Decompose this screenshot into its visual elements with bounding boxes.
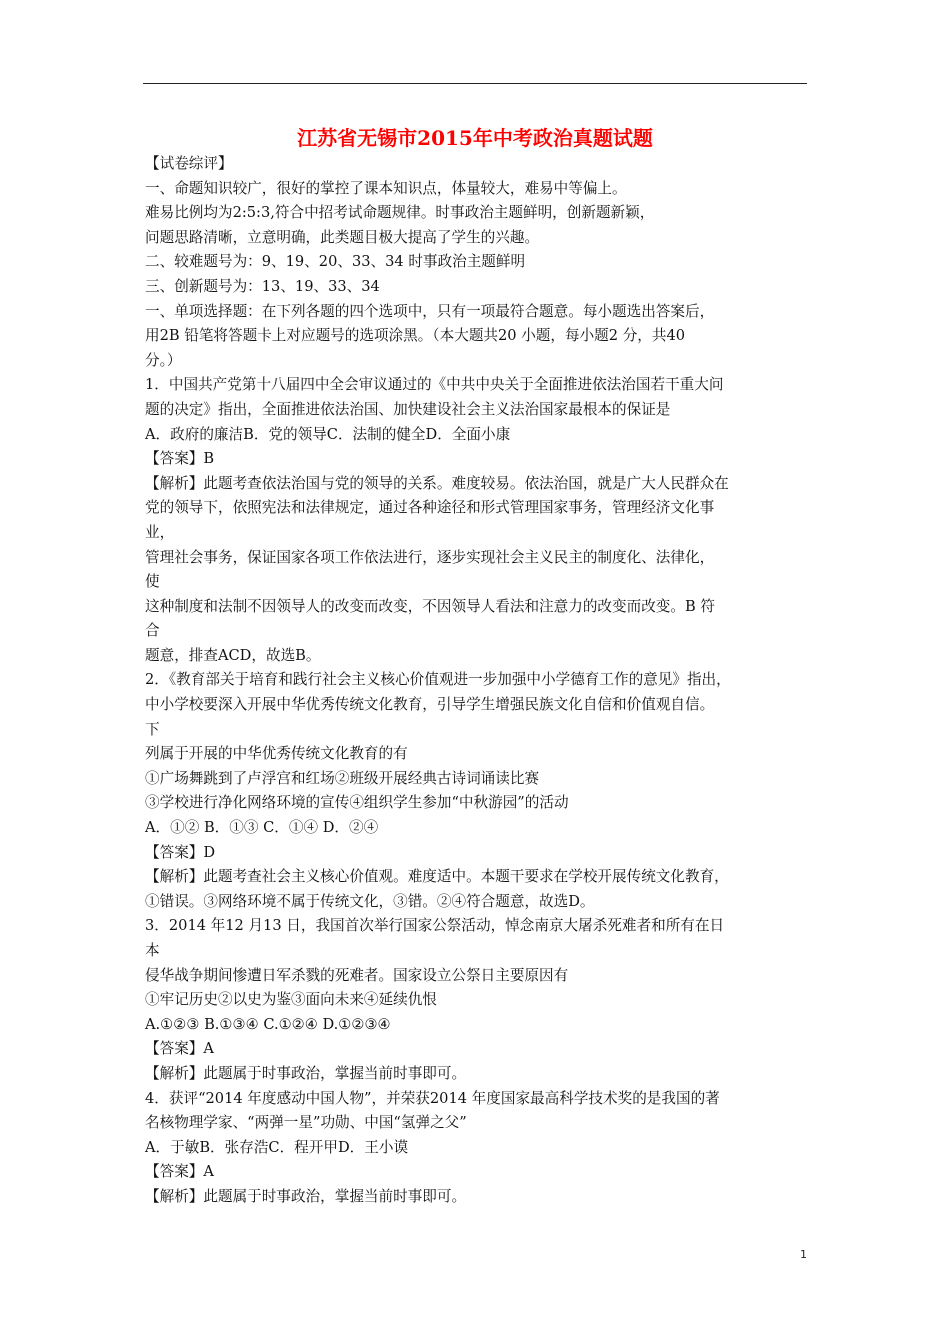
question-1-stem: 题的决定》指出，全面推进依法治国、加快建设社会主义法治国家最根本的保证是 [145,400,671,418]
question-3-stem: 侵华战争期间惨遭日军杀戮的死难者。国家设立公祭日主要原因有 [145,966,569,984]
question-2-stem: 列属于开展的中华优秀传统文化教育的有 [145,745,408,763]
question-4-stem: 名核物理学家、“两弹一星”功勋、中国“氢弹之父” [145,1114,467,1132]
text-line: 二、较难题号为：9、19、20、33、34 时事政治主题鲜明 [145,253,526,271]
question-1-analysis: 这种制度和法制不因领导人的改变而改变，不因领导人看法和注意力的改变而改变。B 符 [145,597,715,615]
text-line: 一、单项选择题：在下列各题的四个选项中，只有一项最符合题意。每小题选出答案后， [145,302,715,320]
text-line: 分。） [145,351,182,369]
text-line: 一、命题知识较广，很好的掌控了课本知识点，体量较大，难易中等偏上。 [145,179,627,197]
page-title: 江苏省无锡市2015年中考政治真题试题 [297,126,653,150]
text-line: 三、创新题号为：13、19、33、34 [145,277,380,295]
question-3-options: A.①②③ B.①③④ C.①②④ D.①②③④ [145,1015,391,1033]
question-1-analysis: 【解析】此题考查依法治国与党的领导的关系。难度较易。依法治国，就是广大人民群众在 [145,474,729,492]
question-1-answer: 【答案】B [145,450,215,468]
question-3-analysis: 【解析】此题属于时事政治，掌握当前时事即可。 [145,1064,467,1082]
question-1-analysis: 管理社会事务，保证国家各项工作依法进行，逐步实现社会主义民主的制度化、法律化， [145,548,715,566]
question-4-options: A．于敏B．张存浩C．程开甲D．王小谟 [145,1138,409,1156]
question-2-analysis: ①错误。③网络环境不属于传统文化，③错。②④符合题意，故选D。 [145,892,595,910]
question-4-answer: 【答案】A [145,1163,214,1181]
question-3-stem: 3．2014 年12 月13 日，我国首次举行国家公祭活动，悼念南京大屠杀死难者和所有在日 [145,917,725,935]
question-1-analysis: 党的领导下，依照宪法和法律规定，通过各种途径和形式管理国家事务，管理经济文化事 [145,499,715,517]
page-number: 1 [800,1248,807,1261]
question-3-items: ①牢记历史②以史为鉴③面向未来④延续仇恨 [145,991,437,1009]
question-1-analysis: 业， [145,523,175,541]
question-2-stem: 中小学校要深入开展中华优秀传统文化教育，引导学生增强民族文化自信和价值观自信。 [145,696,715,714]
question-1-options: A．政府的廉洁B．党的领导C．法制的健全D．全面小康 [145,425,511,443]
question-2-options: A．①② B．①③ C．①④ D．②④ [145,819,379,837]
text-line: 【试卷综评】 [145,155,233,172]
question-2-analysis: 【解析】此题考查社会主义核心价值观。难度适中。本题干要求在学校开展传统文化教育， [145,868,729,886]
question-3-stem: 本 [145,942,160,959]
question-2-items: ③学校进行净化网络环境的宣传④组织学生参加“中秋游园”的活动 [145,794,569,812]
header-rule [143,83,807,84]
text-line: 难易比例均为2:5:3,符合中招考试命题规律。时事政治主题鲜明，创新题新颖， [145,204,655,222]
question-2-answer: 【答案】D [145,843,216,861]
question-4-stem: 4．获评“2014 年度感动中国人物”，并荣获2014 年度国家最高科学技术奖的是我国的著 [145,1089,720,1107]
question-4-analysis: 【解析】此题属于时事政治，掌握当前时事即可。 [145,1187,467,1205]
question-2-items: ①广场舞跳到了卢浮宫和红场②班级开展经典古诗词诵读比赛 [145,769,540,787]
text-line: 问题思路清晰，立意明确，此类题目极大提高了学生的兴趣。 [145,228,540,246]
question-1-analysis: 合 [145,622,160,640]
question-1-analysis: 题意，排查ACD，故选B。 [145,646,321,664]
question-3-answer: 【答案】A [145,1040,214,1058]
question-1-analysis: 使 [145,573,160,591]
question-2-stem: 2．《教育部关于培育和践行社会主义核心价值观进一步加强中小学德育工作的意见》指出， [145,671,731,689]
document-body [145,152,817,1210]
text-line: 用2B 铅笔将答题卡上对应题号的选项涂黑。（本大题共20 小题，每小题2 分，共40 [145,327,686,345]
question-1-stem: 1．中国共产党第十八届四中全会审议通过的《中共中央关于全面推进依法治国若干重大问 [145,376,724,394]
question-2-stem: 下 [145,720,160,738]
